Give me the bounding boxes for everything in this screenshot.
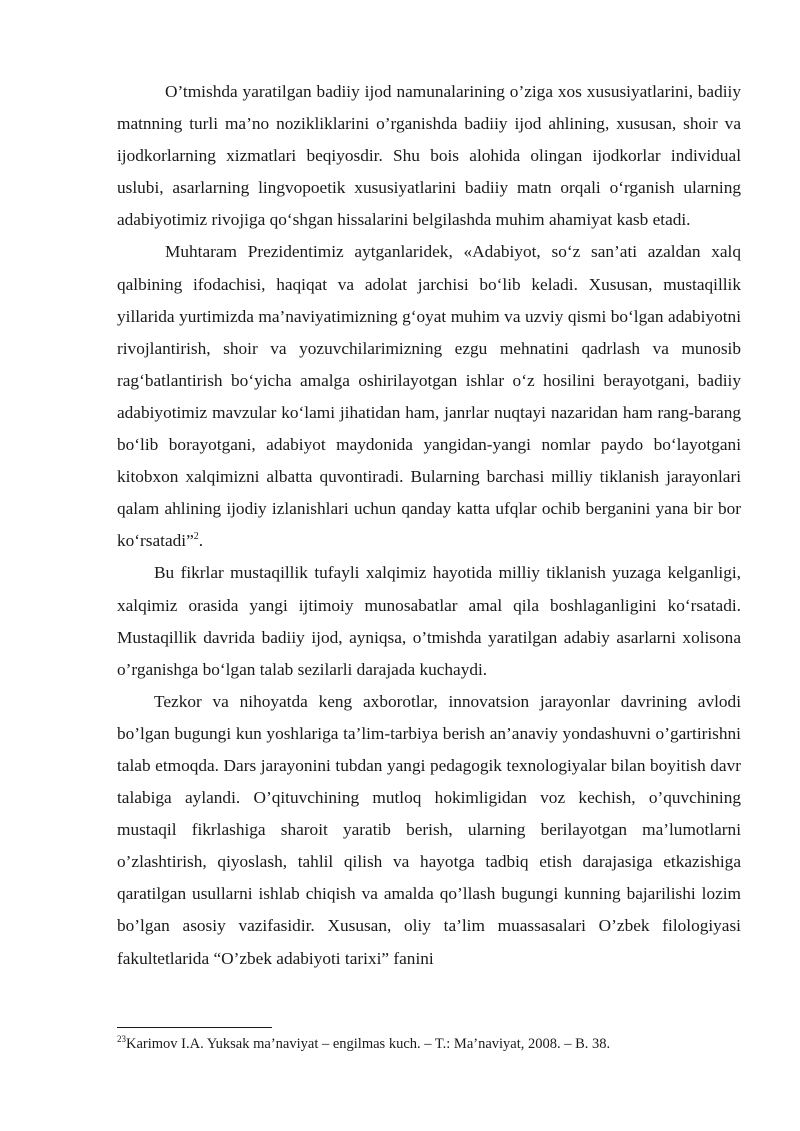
quote-end: . <box>198 531 204 551</box>
footnote-reference[interactable]: 2 <box>193 531 199 543</box>
footnote-text: Karimov I.A. Yuksak ma’naviyat – engilmas kuch. – T.: Ma’naviyat, 2008. – B. 38. <box>126 1036 611 1052</box>
footnote-marker: 23 <box>117 1034 126 1045</box>
paragraph-4: Tezkor va nihoyatda keng axborotlar, innovatsion jarayonlar davrining avlodi bo’lgan bugungi kun yoshlariga ta’lim-tarbiya berish an’anaviy yondashuvni o’gartirishni talab etmoqda. Dars jarayonini tubdan yangi pedagogik texnologiyalar bilan boyitish davr talabiga aylandi. O’qituvchining mutloq hokimligidan voz kechish, o’quvchining mustaqil fikrlashiga sharoit yaratib berish, ularning berilayotgan ma’lumotlarni o’zlashtirish, qiyoslash, tahlil qilish va hayotga tadbiq etish darajasiga etkazishiga qaratilgan usullarni ishlab chiqish va amalda qo’llash bugungi kunning bajarilishi lozim bo’lgan asosiy vazifasidir. Xususan, oliy ta’lim muassasalari O’zbek filologiyasi fakultetlarida “O’zbek adabiyoti tarixi” fanini <box>117 691 741 968</box>
footnote-separator <box>117 1027 272 1028</box>
footnote <box>117 1033 741 1055</box>
paragraph-3: Bu fikrlar mustaqillik tufayli xalqimiz hayotida milliy tiklanish yuzaga kelganligi, xalqimiz orasida yangi ijtimoiy munosabatlar amal qila boshlaganligini ko‘rsatadi. Mustaqillik davrida badiiy ijod, ayniqsa, o’tmishda yaratilgan adabiy asarlarni xolisona o’rganishga bo‘lgan talab sezilarli darajada kuchaydi. <box>117 563 741 679</box>
paragraph-1: O’tmishda yaratilgan badiiy ijod namunalarining o’ziga xos xususiyatlarini, badiiy matnning turli ma’no nozikliklarini o’rganishda badiiy ijod ahlining, xususan, shoir va ijodkorlarning xizmatlari beqiyosdir. Shu bois alohida olingan ijodkorlar individual uslubi, asarlarning lingvopoetik xususiyatlarini badiiy matn orqali o‘rganish ularning adabiyotimiz rivojiga qo‘shgan hissalarini belgilashda muhim ahamiyat kasb etadi. <box>117 82 741 230</box>
body-text <box>117 76 741 975</box>
quote-text: Muhtaram Prezidentimiz aytganlaridek, «Adabiyot, so‘z san’ati azaldan xalq qalbining ifodachisi, haqiqat va adolat jarchisi bo‘lib keladi. Xususan, mustaqillik yillarida yurtimizda ma’naviyatimizning g‘oyat muhim va uzviy qismi bo‘lgan adabiyotni rivojlantirish, shoir va yozuvchilarimizning ezgu mehnatini qadrlash va munosib rag‘batlantirish bo‘yicha amalga oshirilayotgan ishlar o‘z hosilini berayotgani, badiiy adabiyotimiz mavzular ko‘lami jihatidan ham, janrlar nuqtayi nazaridan ham rang-barang bo‘lib borayotgani, adabiyot maydonida yangidan-yangi nomlar paydo bo‘layotgani kitobxon xalqimizni albatta quvontiradi. Bularning barchasi milliy tiklanish jarayonlari qalam ahlining ijodiy izlanishlari uchun qanday katta ufqlar ochib berganini yana bir bor ko‘rsatadi” <box>117 242 741 551</box>
paragraph-2 <box>117 236 741 557</box>
